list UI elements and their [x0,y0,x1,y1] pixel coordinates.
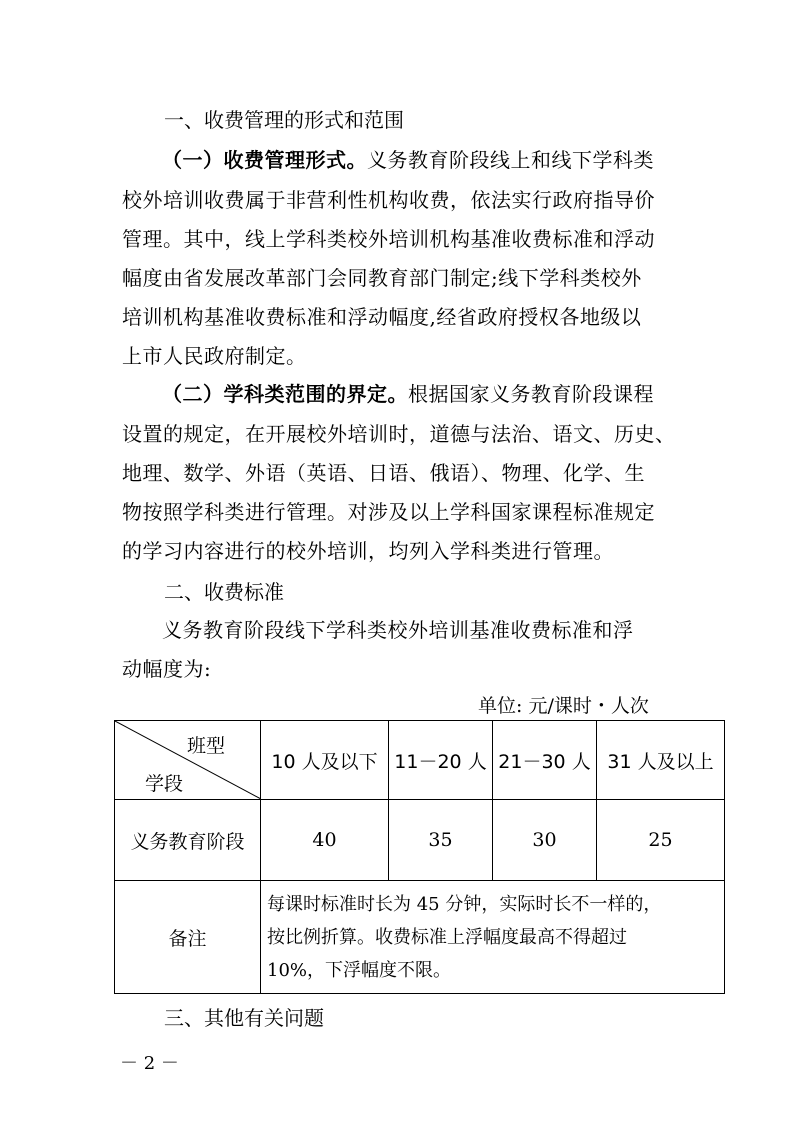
column-header: 21－30 人 [493,721,597,800]
note-cell [261,881,725,994]
note-line: 10%，下浮幅度不限。 [267,959,452,981]
fee-table [114,720,725,994]
column-header: 31 人及以上 [597,721,725,800]
fee-value: 35 [389,800,493,881]
fee-value: 30 [493,800,597,881]
fee-value: 40 [261,800,389,881]
section-1-heading: 一、收费管理的形式和范围 [164,108,404,132]
paragraph-1-line-3: 管理。其中，线上学科类校外培训机构基准收费标准和浮动 [122,227,655,251]
paragraph-1-line-2: 校外培训收费属于非营利性机构收费，依法实行政府指导价 [122,188,655,212]
table-header-row [115,721,725,800]
paragraph-3-line-1: 义务教育阶段线下学科类校外培训基准收费标准和浮 [162,618,634,642]
paragraph-1-line-1 [162,148,654,172]
table-row [115,800,725,881]
section-3-heading: 三、其他有关问题 [164,1006,324,1030]
row-label: 备注 [115,881,261,994]
table-row [115,881,725,994]
page-number: － 2 － [120,1053,179,1074]
stage-label: 学段 [145,773,184,795]
unit-label: 单位: 元/课时・人次 [478,695,649,717]
paragraph-1-text: 义务教育阶段线上和线下学科类 [367,148,654,172]
paragraph-2-line-1 [162,382,654,406]
column-header: 10 人及以下 [261,721,389,800]
column-header: 11－20 人 [389,721,493,800]
paragraph-2-line-4: 物按照学科类进行管理。对涉及以上学科国家课程标准规定 [122,500,655,524]
paragraph-1-lead: （一）收费管理形式。 [162,148,367,172]
paragraph-2-line-3: 地理、数学、外语（英语、日语、俄语）、物理、化学、生 [122,461,645,485]
paragraph-1-line-5: 培训机构基准收费标准和浮动幅度,经省政府授权各地级以 [122,305,642,329]
note-line: 每课时标准时长为 45 分钟，实际时长不一样的， [267,893,662,915]
paragraph-2-line-2: 设置的规定，在开展校外培训时，道德与法治、语文、历史、 [122,422,676,446]
note-line: 按比例折算。收费标准上浮幅度最高不得超过 [267,926,627,948]
paragraph-1-line-6: 上市人民政府制定。 [122,344,307,368]
row-label: 义务教育阶段 [115,800,261,881]
class-type-label: 班型 [187,735,226,757]
paragraph-2-line-5: 的学习内容进行的校外培训，均列入学科类进行管理。 [122,539,614,563]
paragraph-2-lead: （二）学科类范围的界定。 [162,382,408,406]
section-2-heading: 二、收费标准 [164,580,284,604]
paragraph-2-text: 根据国家义务教育阶段课程 [408,382,654,406]
fee-value: 25 [597,800,725,881]
paragraph-1-line-4: 幅度由省发展改革部门会同教育部门制定;线下学科类校外 [122,266,642,290]
diagonal-header-cell [115,721,261,800]
paragraph-3-line-2: 动幅度为: [122,657,212,681]
